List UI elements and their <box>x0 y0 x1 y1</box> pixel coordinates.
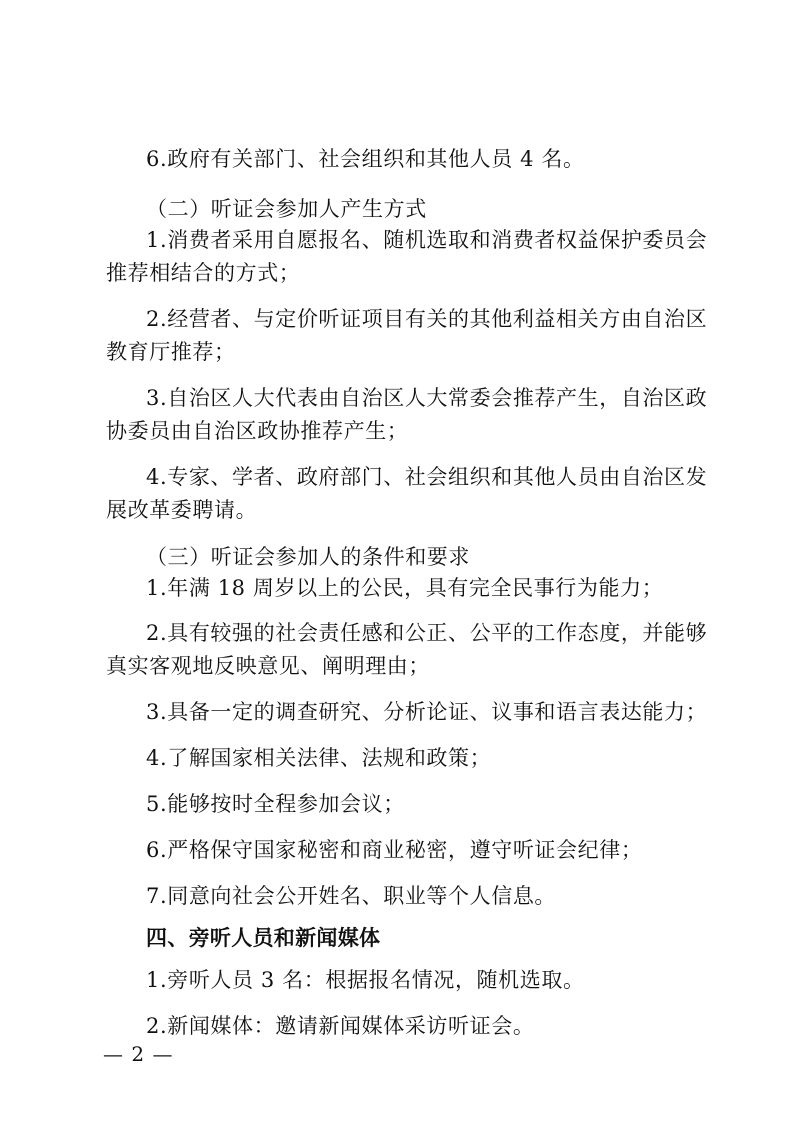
section-heading-participant-selection: （二）听证会参加人产生方式 <box>146 197 427 221</box>
condition-item-1: 1.年满 18 周岁以上的公民，具有完全民事行为能力； <box>146 576 664 600</box>
paragraph-item-4-experts-cont: 展改革委聘请。 <box>106 498 258 522</box>
condition-item-6: 6.严格保守国家秘密和商业秘密，遵守听证会纪律； <box>146 838 643 862</box>
paragraph-item-2-operators: 2.经营者、与定价听证项目有关的其他利益相关方由自治区 <box>146 307 708 331</box>
condition-item-2: 2.具有较强的社会责任感和公正、公平的工作态度，并能够 <box>146 621 708 645</box>
paragraph-item-3-representatives-cont: 协委员由自治区政协推荐产生； <box>106 419 409 443</box>
page-number: — 2 — <box>103 1042 174 1066</box>
paragraph-item-2-operators-cont: 教育厅推荐； <box>106 340 236 364</box>
condition-item-3: 3.具备一定的调查研究、分析论证、议事和语言表达能力； <box>146 700 708 724</box>
section-heading-audience-media: 四、旁听人员和新闻媒体 <box>146 926 381 950</box>
paragraph-item-3-representatives: 3.自治区人大代表由自治区人大常委会推荐产生，自治区政 <box>146 386 708 410</box>
paragraph-item-6-government: 6.政府有关部门、社会组织和其他人员 4 名。 <box>146 147 585 171</box>
condition-item-5: 5.能够按时全程参加会议； <box>146 792 405 816</box>
paragraph-item-4-experts: 4.专家、学者、政府部门、社会组织和其他人员由自治区发 <box>146 465 708 489</box>
condition-item-2-cont: 真实客观地反映意见、阐明理由； <box>106 654 430 678</box>
paragraph-item-1-consumers: 1.消费者采用自愿报名、随机选取和消费者权益保护委员会 <box>146 228 708 252</box>
section-heading-conditions: （三）听证会参加人的条件和要求 <box>146 545 470 569</box>
audience-item-2: 2.新闻媒体：邀请新闻媒体采访听证会。 <box>146 1014 535 1038</box>
condition-item-4: 4.了解国家相关法律、法规和政策； <box>146 746 492 770</box>
condition-item-7: 7.同意向社会公开姓名、职业等个人信息。 <box>146 884 557 908</box>
audience-item-1: 1.旁听人员 3 名：根据报名情况，随机选取。 <box>146 968 585 992</box>
paragraph-item-1-consumers-cont: 推荐相结合的方式； <box>106 261 301 285</box>
